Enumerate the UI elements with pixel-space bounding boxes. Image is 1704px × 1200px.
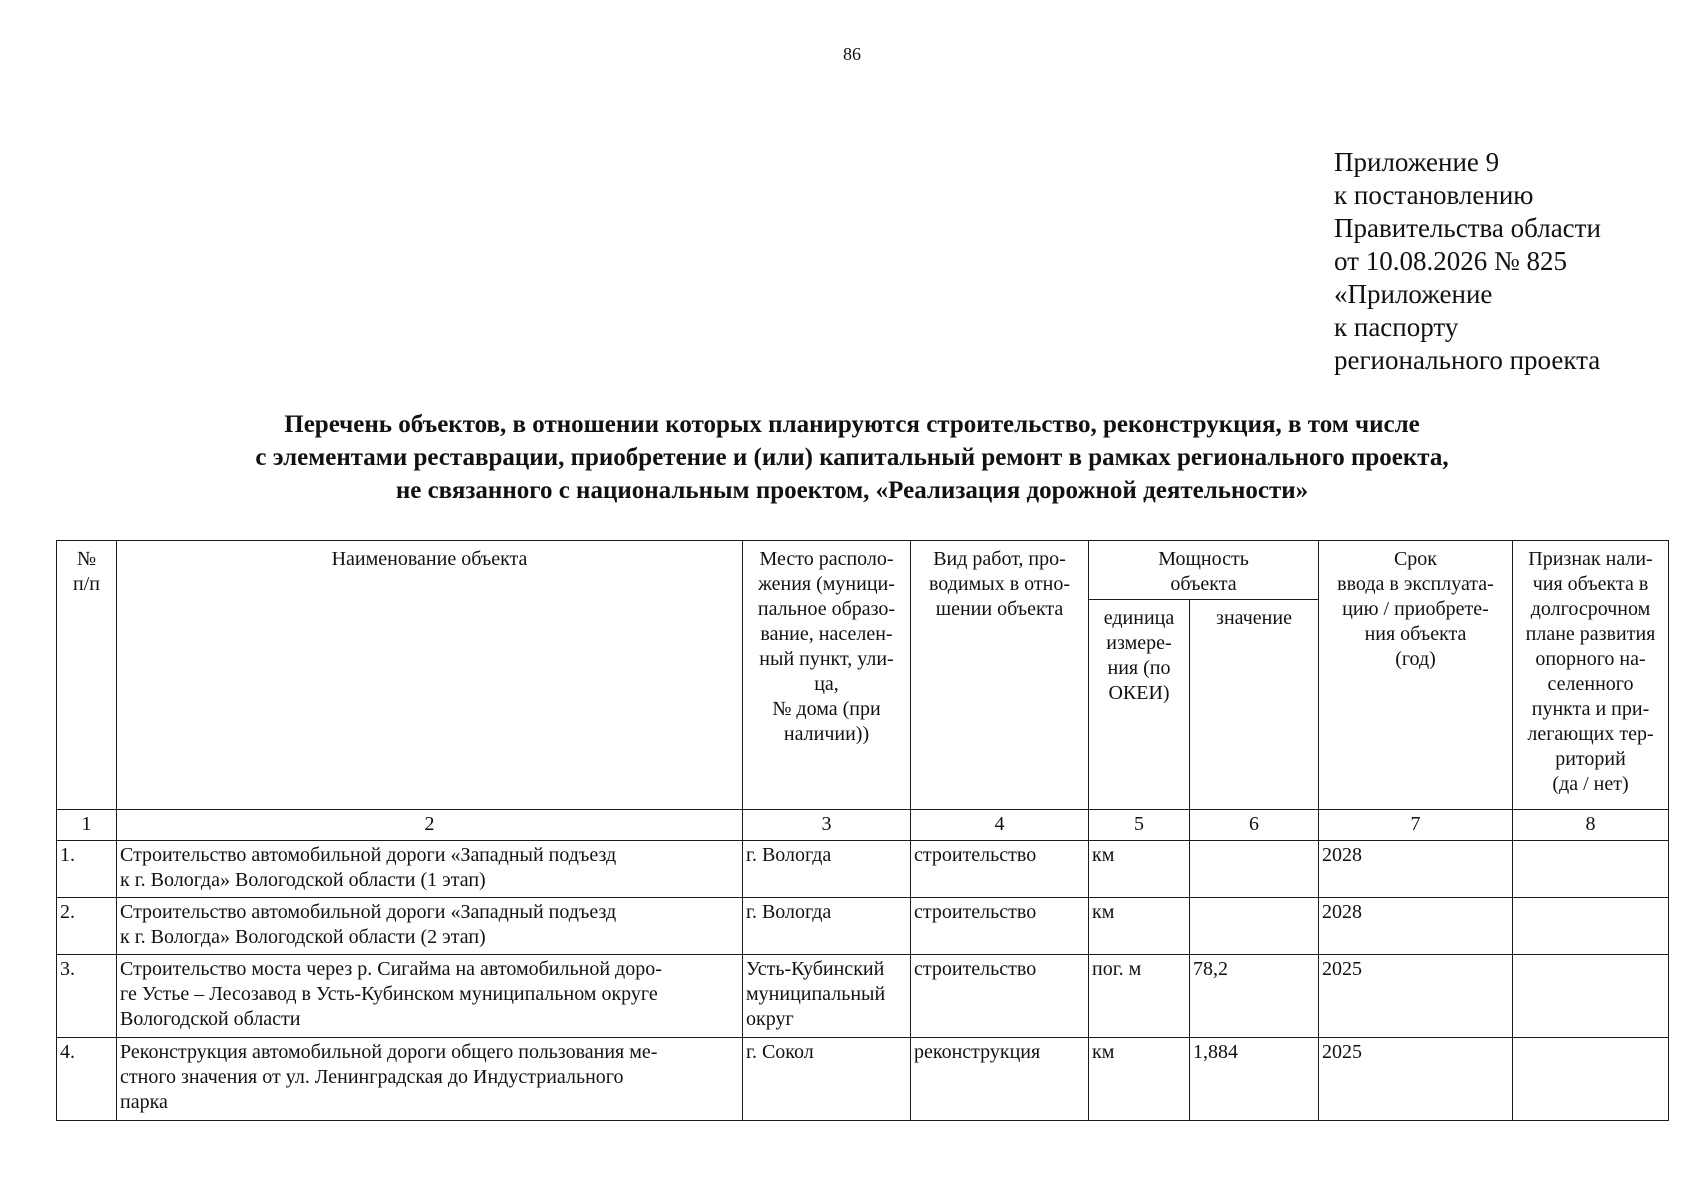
- table-row: [57, 898, 1669, 955]
- cell-term: 2028: [1319, 841, 1513, 898]
- cell-unit: км: [1089, 841, 1190, 898]
- cell-plan: [1513, 955, 1669, 1038]
- appendix-line: Правительства области: [1334, 213, 1601, 243]
- cell-unit: км: [1089, 898, 1190, 955]
- header-plan: Признак нали- чия объекта в долгосрочном плане развития опорного на- селенного пункта и при- легающих тер- риторий (да / нет): [1513, 541, 1669, 810]
- appendix-line: «Приложение: [1334, 279, 1493, 309]
- cell-value: [1190, 898, 1319, 955]
- cell-place: г. Вологда: [743, 898, 911, 955]
- table-row: [57, 841, 1669, 898]
- column-numbers-row: [57, 810, 1669, 841]
- cell-name: Строительство автомобильной дороги «Западный подъезд к г. Вологда» Вологодской области (2 этап): [117, 898, 743, 955]
- header-name: Наименование объекта: [117, 541, 743, 810]
- cell-num: 3.: [57, 955, 117, 1038]
- header-term: Срок ввода в эксплуата- цию / приобрете- ния объекта (год): [1319, 541, 1513, 810]
- title-line: с элементами реставрации, приобретение и (или) капитальный ремонт в рамках регионального проекта,: [255, 444, 1449, 471]
- cell-term: 2025: [1319, 955, 1513, 1038]
- cell-unit: пог. м: [1089, 955, 1190, 1038]
- cell-work: строительство: [911, 841, 1089, 898]
- column-number: 3: [743, 810, 911, 841]
- objects-table: [56, 540, 1669, 1121]
- header-capacity: Мощность объекта: [1089, 541, 1319, 600]
- cell-place: г. Вологда: [743, 841, 911, 898]
- cell-plan: [1513, 898, 1669, 955]
- cell-num: 2.: [57, 898, 117, 955]
- cell-work: строительство: [911, 955, 1089, 1038]
- table-row: [57, 955, 1669, 1038]
- cell-value: [1190, 841, 1319, 898]
- document-title: [40, 408, 1664, 507]
- column-number: 2: [117, 810, 743, 841]
- cell-num: 4.: [57, 1038, 117, 1121]
- cell-term: 2025: [1319, 1038, 1513, 1121]
- cell-name: Реконструкция автомобильной дороги общего пользования ме- стного значения от ул. Ленинградская до Индустриального парка: [117, 1038, 743, 1121]
- column-number: 5: [1089, 810, 1190, 841]
- table-header-row: [57, 541, 1669, 600]
- column-number: 8: [1513, 810, 1669, 841]
- appendix-block: [1334, 146, 1601, 377]
- cell-work: строительство: [911, 898, 1089, 955]
- column-number: 1: [57, 810, 117, 841]
- cell-work: реконструкция: [911, 1038, 1089, 1121]
- cell-place: Усть-Кубинский муниципальный округ: [743, 955, 911, 1038]
- cell-plan: [1513, 1038, 1669, 1121]
- column-number: 6: [1190, 810, 1319, 841]
- appendix-line: от 10.08.2026 № 825: [1334, 246, 1567, 276]
- cell-term: 2028: [1319, 898, 1513, 955]
- cell-plan: [1513, 841, 1669, 898]
- cell-value: 1,884: [1190, 1038, 1319, 1121]
- appendix-line: к паспорту: [1334, 312, 1459, 342]
- cell-name: Строительство моста через р. Сигайма на автомобильной доро- ге Устье – Лесозавод в Усть-Кубинском муниципальном округе Вологодской области: [117, 955, 743, 1038]
- appendix-line: к постановлению: [1334, 180, 1534, 210]
- table-row: [57, 1038, 1669, 1121]
- page-number: 86: [843, 44, 861, 64]
- header-num: № п/п: [57, 541, 117, 810]
- title-line: Перечень объектов, в отношении которых планируются строительство, реконструкция, в том числе: [284, 411, 1420, 438]
- appendix-line: Приложение 9: [1334, 147, 1500, 177]
- column-number: 4: [911, 810, 1089, 841]
- column-number: 7: [1319, 810, 1513, 841]
- cell-unit: км: [1089, 1038, 1190, 1121]
- cell-num: 1.: [57, 841, 117, 898]
- header-value: значение: [1190, 600, 1319, 810]
- cell-value: 78,2: [1190, 955, 1319, 1038]
- header-unit: единица измере- ния (по ОКЕИ): [1089, 600, 1190, 810]
- appendix-line: регионального проекта: [1334, 345, 1601, 375]
- header-work: Вид работ, про- водимых в отно- шении объекта: [911, 541, 1089, 810]
- header-place: Место располо- жения (муници- пальное образо- вание, населен- ный пункт, ули- ца, № дома (при наличии)): [743, 541, 911, 810]
- title-line: не связанного с национальным проектом, «Реализация дорожной деятельности»: [395, 477, 1309, 504]
- cell-place: г. Сокол: [743, 1038, 911, 1121]
- cell-name: Строительство автомобильной дороги «Западный подъезд к г. Вологда» Вологодской области (1 этап): [117, 841, 743, 898]
